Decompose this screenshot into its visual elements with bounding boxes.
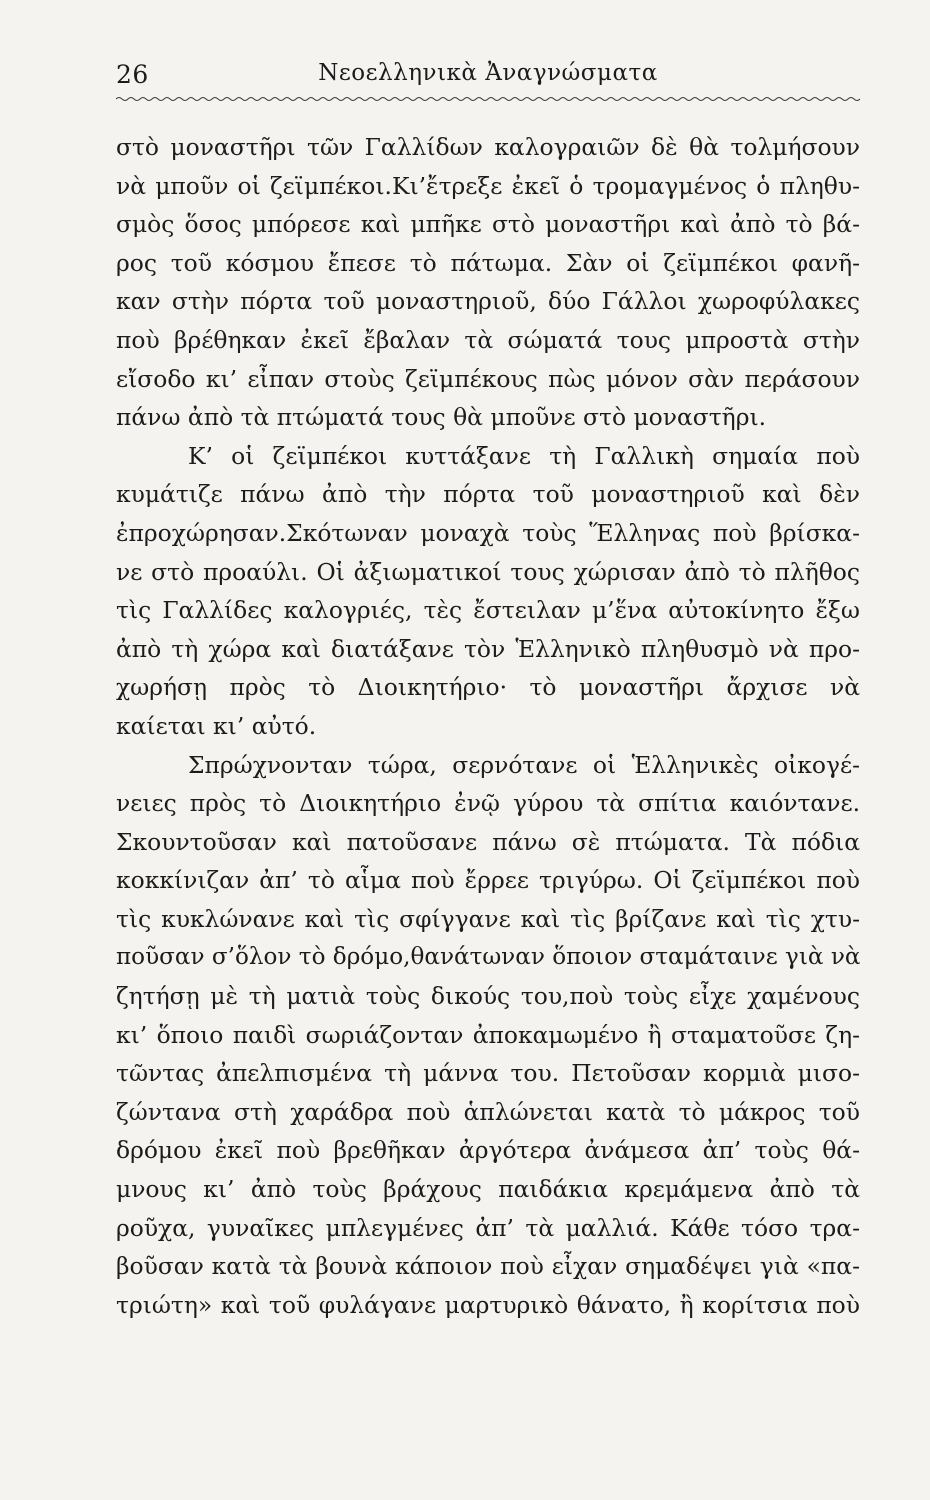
running-title: Νεοελληνικὰ Ἀναγνώσματα bbox=[318, 60, 658, 86]
page-header bbox=[116, 56, 860, 92]
text-line: τὶς Γαλλίδες καλογριές, τὲς ἔστειλαν μ’ἕνα αὐτοκίνητο ἔξω bbox=[116, 596, 860, 625]
page-number: 26 bbox=[116, 60, 149, 89]
text-line: σμὸς ὅσος μπόρεσε καὶ μπῆκε στὸ μοναστῆρι καὶ ἀπὸ τὸ βά- bbox=[116, 210, 860, 239]
text-line: νε στὸ προαύλι. Οἱ ἀξιωματικοί τους χώρισαν ἀπὸ τὸ πλῆθος bbox=[116, 557, 860, 586]
text-line: δρόμου ἐκεῖ ποὺ βρεθῆκαν ἀργότερα ἀνάμεσα ἀπ’ τοὺς θά- bbox=[116, 1136, 860, 1165]
text-line: Σπρώχνονταν τώρα, σερνότανε οἱ Ἑλληνικὲς οἰκογέ- bbox=[188, 750, 860, 779]
text-line: κι’ ὅποιο παιδὶ σωριάζονταν ἀποκαμωμένο ἢ σταματοῦσε ζη- bbox=[116, 1020, 860, 1049]
text-line: τὶς κυκλώνανε καὶ τὶς σφίγγανε καὶ τὶς βρίζανε καὶ τὶς χτυ- bbox=[116, 904, 860, 933]
text-line: βοῦσαν κατὰ τὰ βουνὰ κάποιον ποὺ εἶχαν σημαδέψει γιὰ «πα- bbox=[116, 1252, 860, 1281]
text-line: κυμάτιζε πάνω ἀπὸ τὴν πόρτα τοῦ μοναστηριοῦ καὶ δὲν bbox=[116, 480, 860, 509]
text-line: καίεται κι’ αὐτό. bbox=[116, 711, 317, 740]
header-wavy-rule bbox=[116, 96, 860, 102]
text-line: χωρήσῃ πρὸς τὸ Διοικητήριο· τὸ μοναστῆρι ἄρχισε νὰ bbox=[116, 673, 860, 702]
text-line: ζώντανα στὴ χαράδρα ποὺ ἁπλώνεται κατὰ τὸ μάκρος τοῦ bbox=[116, 1097, 860, 1126]
body-text bbox=[116, 128, 860, 1324]
text-line: ἐπροχώρησαν.Σκότωναν μοναχὰ τοὺς Ἕλληνας ποὺ βρίσκα- bbox=[116, 518, 860, 547]
text-line: κοκκίνιζαν ἀπ’ τὸ αἷμα ποὺ ἔρρεε τριγύρω. Οἱ ζεϊμπέκοι ποὺ bbox=[116, 866, 860, 895]
text-line: Σκουντοῦσαν καὶ πατοῦσανε πάνω σὲ πτώματα. Τὰ πόδια bbox=[116, 827, 860, 856]
text-line: τριώτη» καὶ τοῦ φυλάγανε μαρτυρικὸ θάνατο, ἢ κορίτσια ποὺ bbox=[116, 1290, 860, 1319]
text-line: εἴσοδο κι’ εἶπαν στοὺς ζεϊμπέκους πὼς μόνον σὰν περάσουν bbox=[116, 364, 860, 393]
text-line: ζητήσῃ μὲ τὴ ματιὰ τοὺς δικούς του,ποὺ τοὺς εἶχε χαμένους bbox=[116, 982, 860, 1011]
text-line: νειες πρὸς τὸ Διοικητήριο ἐνῷ γύρου τὰ σπίτια καιόντανε. bbox=[116, 789, 860, 818]
text-line: τῶντας ἀπελπισμένα τὴ μάννα του. Πετοῦσαν κορμιὰ μισο- bbox=[116, 1059, 860, 1088]
text-line: ποῦσαν σ’ὅλον τὸ δρόμο,θανάτωναν ὅποιον σταμάταινε γιὰ νὰ bbox=[116, 944, 861, 971]
text-line: ρος τοῦ κόσμου ἔπεσε τὸ πάτωμα. Σὰν οἱ ζεϊμπέκοι φανῆ- bbox=[116, 248, 860, 277]
text-line: νὰ μποῦν οἱ ζεϊμπέκοι.Κι’ἔτρεξε ἐκεῖ ὁ τρομαγμένος ὁ πληθυ- bbox=[116, 171, 860, 200]
text-line: ποὺ βρέθηκαν ἐκεῖ ἔβαλαν τὰ σώματά τους μπροστὰ στὴν bbox=[116, 325, 860, 354]
text-line: στὸ μοναστῆρι τῶν Γαλλίδων καλογραιῶν δὲ θὰ τολμήσουν bbox=[116, 133, 860, 161]
text-line: μνους κι’ ἀπὸ τοὺς βράχους παιδάκια κρεμάμενα ἀπὸ τὰ bbox=[116, 1175, 860, 1204]
text-line: Κ’ οἱ ζεϊμπέκοι κυττάξανε τὴ Γαλλικὴ σημαία ποὺ bbox=[188, 441, 860, 470]
text-line: πάνω ἀπὸ τὰ πτώματά τους θὰ μποῦνε στὸ μοναστῆρι. bbox=[116, 403, 767, 432]
text-line: ροῦχα, γυναῖκες μπλεγμένες ἀπ’ τὰ μαλλιά. Κάθε τόσο τρα- bbox=[116, 1213, 860, 1242]
text-line: καν στὴν πόρτα τοῦ μοναστηριοῦ, δύο Γάλλοι χωροφύλακες bbox=[116, 287, 860, 316]
text-line: ἀπὸ τὴ χώρα καὶ διατάξανε τὸν Ἑλληνικὸ πληθυσμὸ νὰ προ- bbox=[116, 634, 860, 663]
